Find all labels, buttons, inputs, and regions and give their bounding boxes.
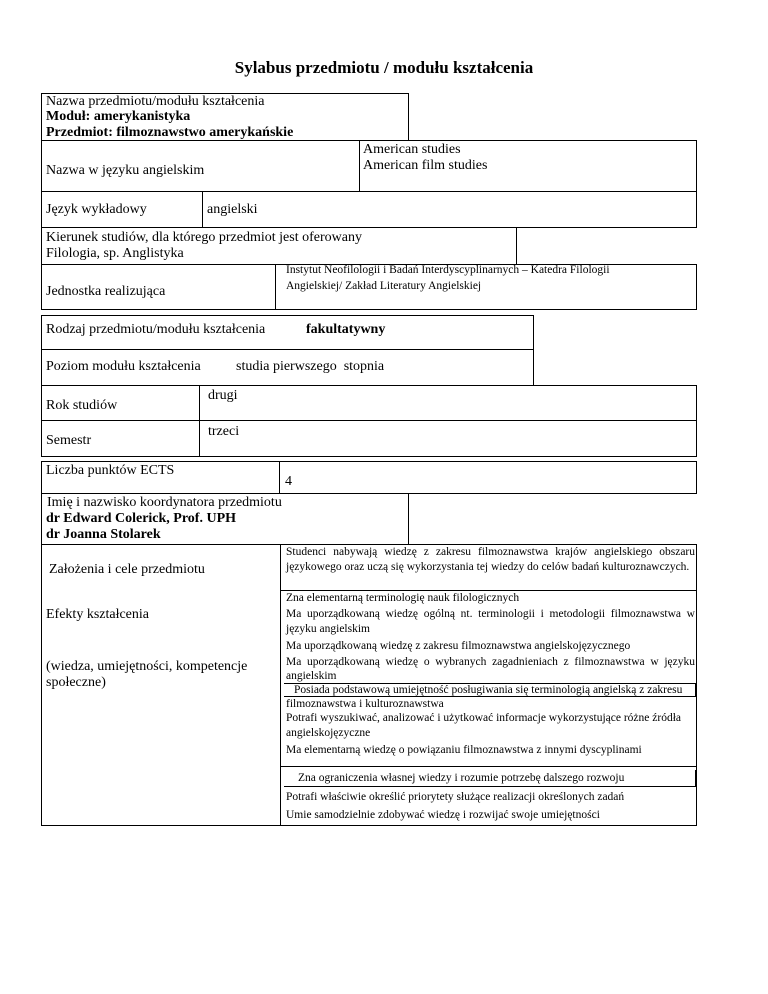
social-outcome-3: Umie samodzielnie zdobywać wiedzę i rozwijać swoje umiejętności: [286, 809, 600, 821]
language-value: angielski: [207, 202, 258, 217]
ects-value: 4: [285, 474, 292, 489]
english-name-value-2: American film studies: [363, 158, 488, 173]
level-value: studia pierwszego stopnia: [236, 359, 385, 374]
knowledge-outcome-1: Zna elementarną terminologię nauk filologicznych: [286, 592, 520, 604]
outcomes-label: Efekty kształcenia: [46, 607, 150, 622]
year-label: Rok studiów: [46, 398, 118, 413]
social-divider: [280, 766, 697, 767]
knowledge-outcome-3: Ma uporządkowaną wiedzę z zakresu filmoznawstwa angielskojęzycznego: [286, 640, 631, 652]
ects-value-cell: [279, 461, 697, 494]
unit-label: Jednostka realizująca: [46, 284, 166, 299]
subject-name: Przedmiot: filmoznawstwo amerykańskie: [46, 125, 294, 140]
goals-text: Studenci nabywają wiedzę z zakresu filmoznawstwa krajów angielskiego obszaru językowego oraz uczą się wykorzystania tej wiedzy do celów badań kulturoznawczych.: [286, 546, 695, 573]
skills-outcome-3: Ma elementarną wiedzę o powiązaniu filmoznawstwa z innymi dyscyplinami: [286, 744, 642, 756]
course-name-label: Nazwa przedmiotu/modułu kształcenia: [46, 94, 265, 109]
language-label: Język wykładowy: [46, 202, 147, 217]
english-name-label: Nazwa w języku angielskim: [46, 163, 205, 178]
module-name: Moduł: amerykanistyka: [46, 109, 191, 124]
coordinator-name-2: dr Joanna Stolarek: [46, 527, 161, 542]
skills-outcome-1: Posiada podstawową umiejętność posługiwania się terminologią angielską z zakresu filmoznawstwa i kulturoznawstwa: [286, 684, 683, 710]
level-label: Poziom modułu kształcenia: [46, 359, 201, 374]
knowledge-outcome-2: Ma uporządkowaną wiedzę ogólną nt. terminologii i metodologii filmoznawstwa w języku angielskim: [286, 608, 695, 635]
language-value-cell: [202, 191, 697, 228]
outcomes-sublabel: (wiedza, umiejętności, kompetencje społeczne): [46, 659, 248, 690]
social-outcome-2: Potrafi właściwie określić priorytety służące realizacji określonych zadań: [286, 791, 625, 803]
semester-label: Semestr: [46, 433, 92, 448]
semester-value: trzeci: [208, 424, 240, 439]
type-value: fakultatywny: [306, 322, 386, 337]
knowledge-outcome-4: Ma uporządkowaną wiedzę o wybranych zagadnieniach z filmoznawstwa w języku angielskim: [286, 656, 695, 682]
field-value: Filologia, sp. Anglistyka: [46, 246, 184, 261]
type-label: Rodzaj przedmiotu/modułu kształcenia: [46, 322, 266, 337]
year-value-cell: [199, 385, 697, 421]
skills-outcome-2: Potrafi wyszukiwać, analizować i użytkować informacje wykorzystujące różne źródła angielskojęzyczne: [286, 712, 681, 739]
english-name-value-1: American studies: [363, 142, 461, 157]
goals-label: Założenia i cele przedmiotu: [49, 562, 205, 577]
coordinator-name-1: dr Edward Colerick, Prof. UPH: [46, 511, 237, 526]
ects-label: Liczba punktów ECTS: [46, 463, 175, 478]
coordinator-label: Imię i nazwisko koordynatora przedmiotu: [47, 495, 282, 510]
semester-value-cell: [199, 420, 697, 457]
year-value: drugi: [208, 388, 238, 403]
document-title: Sylabus przedmiotu / modułu kształcenia: [234, 58, 534, 77]
field-label: Kierunek studiów, dla którego przedmiot jest oferowany: [46, 230, 362, 245]
unit-value-2: Angielskiej/ Zakład Literatury Angielskiej: [286, 280, 482, 292]
social-outcome-1: Zna ograniczenia własnej wiedzy i rozumie potrzebę dalszego rozwoju: [298, 772, 625, 784]
unit-value-1: Instytut Neofilologii i Badań Interdyscyplinarnych – Katedra Filologii: [286, 264, 610, 276]
table-divider: [280, 544, 281, 826]
